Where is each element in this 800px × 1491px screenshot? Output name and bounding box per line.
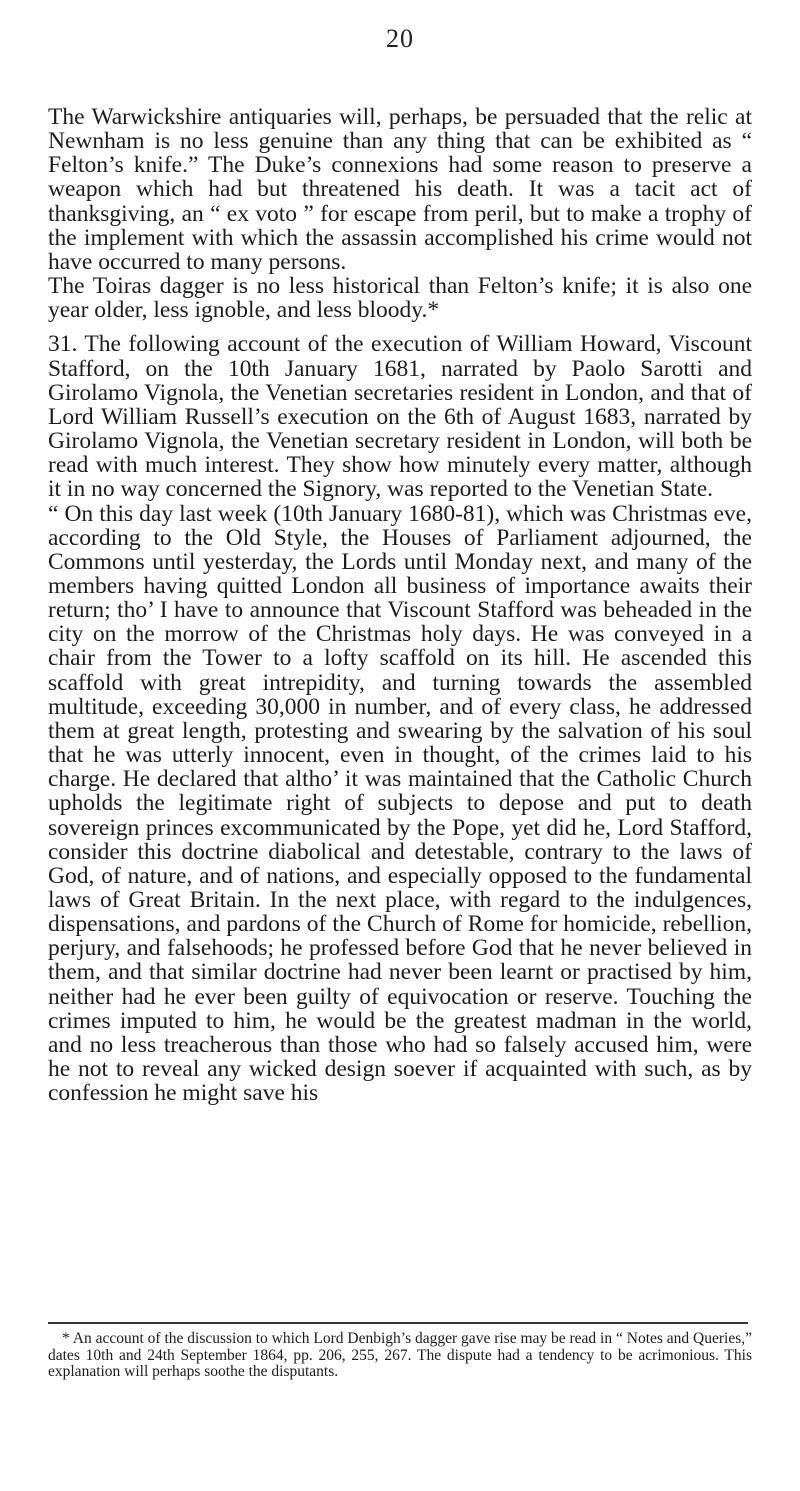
paragraph-relic: The Warwickshire antiquaries will, perhaps, be persuaded that the relic at Newnham is no less genuine than any thing that can be exhibited as “ Felton’s knife.” The Duke’s connexions had some reason to preserve a weapon which had but threatened his death. It was a tacit act of thanksgiving, an “ ex voto ” for escape from peril, but to make a trophy of the implement with which the assassin accomplished his crime would not have occurred to many persons. [48,104,752,275]
footnote-divider [48,1322,748,1324]
paragraph-toiras-dagger: The Toiras dagger is no less historical than Felton’s knife; it is also one year older, less ignoble, and less bloody.* [48,273,752,324]
footnote-text: An account of the discussion to which Lord Denbigh’s dagger gave rise may be read in “ Notes and Queries,” dates 10th and 24th September 1864, pp. 206, 255, 267. The dispute had a tendency to be acrimonious. This explanation will perhaps soothe the disputants. [48,1330,752,1380]
body-text [48,105,752,1105]
paragraph-section-31: 31. The following account of the execution of William Howard, Viscount Stafford, on the 10th January 1681, narrated by Paolo Sarotti and Girolamo Vignola, the Venetian secretaries resident in London, and that of Lord William Russell’s execution on the 6th of August 1683, narrated by Girolamo Vignola, the Venetian secretary resident in London, will both be read with much interest. They show how minutely every matter, although it in no way concerned the Signory, was reported to the Venetian State. [48,331,752,503]
footnote [48,1331,752,1381]
paragraph-stafford-execution: “ On this day last week (10th January 1680-81), which was Christmas eve, according to the Old Style, the Houses of Parliament adjourned, the Commons until yesterday, the Lords until Monday next, and many of the members having quitted London all business of importance awaits their return; tho’ I have to announce that Viscount Stafford was beheaded in the city on the morrow of the Christmas holy days. He was conveyed in a chair from the Tower to a lofty scaffold on its hill. He ascended this scaffold with great intrepidity, and turning towards the assembled multitude, exceeding 30,000 in number, and of every class, he addressed them at great length, protesting and swearing by the salvation of his soul that he was utterly innocent, even in thought, of the crimes laid to his charge. He declared that altho’ it was maintained that the Catholic Church upholds the legitimate right of subjects to depose and put to death sovereign princes excommunicated by the Pope, yet did he, Lord Stafford, consider this doctrine diabolical and detestable, contrary to the laws of God, of nature, and of nations, and especially opposed to the fundamental laws of Great Britain. In the next place, with regard to the indulgences, dispensations, and pardons of the Church of Rome for homicide, rebellion, perjury, and falsehoods; he professed before God that he never believed in them, and that similar doctrine had never been learnt or practised by him, neither had he ever been guilty of equivocation or reserve. Touching the crimes imputed to him, he would be the greatest madman in the world, and no less treacherous than those who had so falsely accused him, were he not to reveal any wicked design soever if acquainted with such, as by confession he might save his [48,500,752,1107]
footnote-marker: * [62,1330,70,1347]
page-number: 20 [386,24,414,53]
